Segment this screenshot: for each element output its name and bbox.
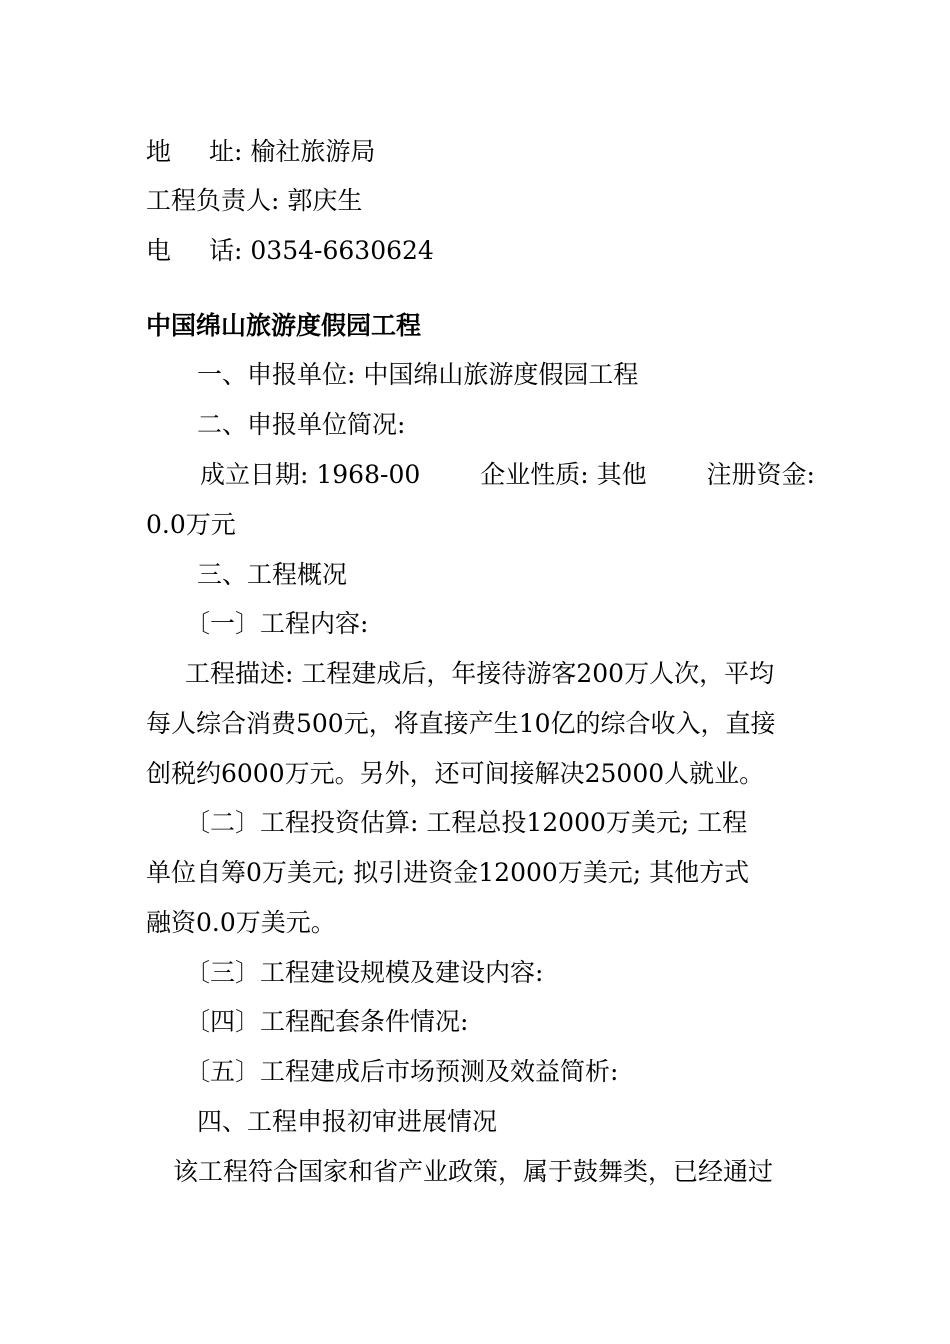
company-nature: 企业性质: 其他 bbox=[480, 460, 647, 489]
section-2-overview: 二、申报单位简况: bbox=[197, 410, 406, 439]
investment-line-1: 〔二〕工程投资估算: 工程总投12000万美元; 工程 bbox=[185, 808, 748, 837]
manager-value: 郭庆生 bbox=[287, 186, 363, 215]
investment-line-3: 融资0.0万美元。 bbox=[146, 908, 336, 937]
description-line-2: 每人综合消费500元，将直接产生10亿的综合收入，直接 bbox=[146, 709, 776, 738]
investment-line-2: 单位自筹0万美元; 拟引进资金12000万美元; 其他方式 bbox=[146, 858, 750, 887]
description-line-1: 工程描述: 工程建成后，年接待游客200万人次，平均 bbox=[185, 659, 775, 688]
phone-label-a: 电 bbox=[146, 236, 172, 265]
description-line-3: 创税约6000万元。另外，还可间接解决25000人就业。 bbox=[146, 759, 765, 788]
subsection-5-forecast: 〔五〕工程建成后市场预测及效益简析: bbox=[185, 1057, 619, 1086]
project-title: 中国绵山旅游度假园工程 bbox=[146, 311, 422, 340]
address-value: 榆社旅游局 bbox=[250, 137, 376, 166]
subsection-3-scale: 〔三〕工程建设规模及建设内容: bbox=[185, 958, 544, 987]
subsection-1-content: 〔一〕工程内容: bbox=[185, 609, 369, 638]
capital-value: 0.0万元 bbox=[146, 510, 236, 539]
section-3-project: 三、工程概况 bbox=[197, 560, 348, 589]
review-text-line: 该工程符合国家和省产业政策，属于鼓舞类，已经通过 bbox=[173, 1157, 774, 1186]
capital-label: 注册资金: bbox=[706, 460, 815, 489]
company-info-line bbox=[200, 460, 815, 490]
section-1-applicant: 一、申报单位: 中国绵山旅游度假园工程 bbox=[197, 360, 639, 389]
address-label-a: 地 bbox=[146, 137, 172, 166]
subsection-4-conditions: 〔四〕工程配套条件情况: bbox=[185, 1007, 469, 1036]
phone-value: 0354-6630624 bbox=[250, 236, 434, 265]
manager-line bbox=[146, 186, 362, 216]
phone-label-b: 话: bbox=[209, 236, 243, 265]
established-date: 成立日期: 1968-00 bbox=[200, 460, 421, 489]
address-line bbox=[146, 137, 375, 167]
address-label-b: 址: bbox=[209, 137, 243, 166]
manager-label: 工程负责人: bbox=[146, 186, 280, 215]
phone-line bbox=[146, 236, 434, 266]
section-4-review: 四、工程申报初审进展情况 bbox=[197, 1107, 498, 1136]
